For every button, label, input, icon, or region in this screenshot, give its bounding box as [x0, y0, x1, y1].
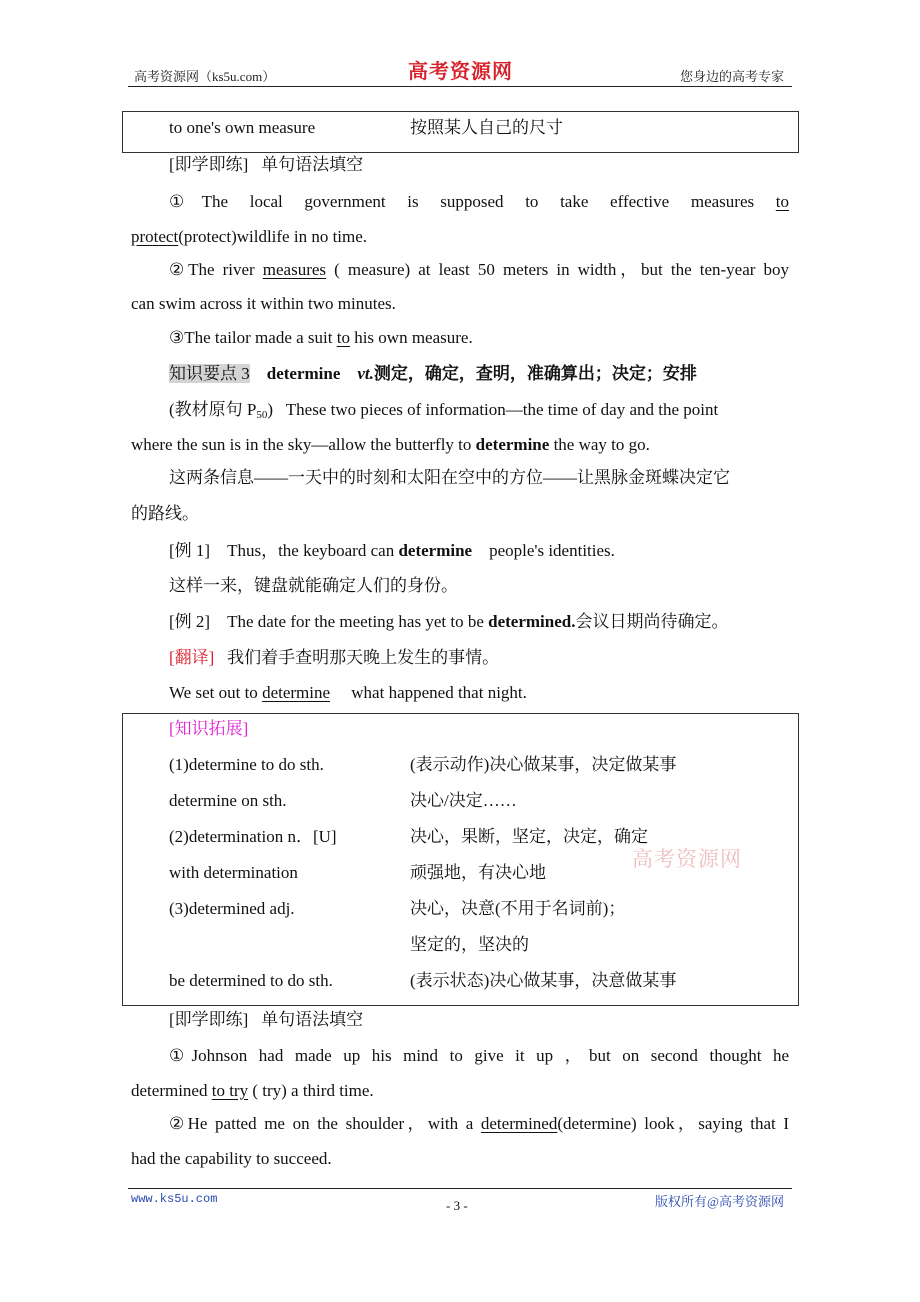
practice2-q1-text: determined — [131, 1081, 212, 1100]
practice1-q1-answer-part1: to — [775, 192, 789, 211]
translate-text: We set out to — [169, 683, 263, 702]
example1-tag: [例 1] — [169, 541, 211, 560]
point3-word: determine — [266, 364, 341, 383]
practice1-q1-tail: (protect)wildlife in no time. — [178, 227, 368, 246]
practice1-q3-tail: his own measure. — [349, 328, 473, 347]
source-text-1: These two pieces of information—the time of day and the point — [285, 400, 719, 419]
expansion-row-2-cn: 决心/决定…… — [410, 791, 517, 810]
practice2-heading — [169, 1009, 363, 1031]
practice1-q2-text: ②The river — [169, 260, 263, 279]
practice1-q3-text: ③The tailor made a suit — [169, 328, 337, 347]
translate-prompt — [169, 647, 499, 669]
practice1-q2-line1 — [169, 259, 789, 281]
top-box-meaning: 按照某人自己的尺寸 — [410, 118, 563, 137]
top-box-phrase: to one's own measure — [169, 118, 316, 137]
source-tag: (教材原句 $P_{50}$) — [169, 400, 274, 421]
example2-keyword: determined. — [488, 612, 576, 631]
point3-label: 知识要点 3 — [169, 364, 250, 383]
expansion-row-1-cn: (表示动作)决心做某事，决定做某事 — [410, 755, 677, 774]
practice2-q1-line2 — [131, 1080, 374, 1102]
footer-copyright: 版权所有@高考资源网 — [655, 1194, 784, 1209]
practice1-q1-text: ①The local government is supposed to take effective measures — [169, 192, 776, 211]
point3-pos: vt. — [357, 364, 374, 383]
expansion-row-3-cn: 决心，果断，坚定，决定，确定 — [410, 827, 648, 846]
practice2-q2-text: ②He patted me on the shoulder，with a — [169, 1114, 481, 1133]
practice1-q3 — [169, 327, 473, 349]
expansion-row-5-en: (3)determined adj. — [169, 899, 295, 918]
example1-cn: 这样一来，键盘就能确定人们的身份。 — [169, 576, 458, 595]
expansion-row-4-en: with determination — [169, 863, 298, 882]
practice2-q2-line1 — [169, 1113, 789, 1135]
practice1-q1-answer-part2: protect — [131, 227, 179, 246]
point3-meaning: 测定，确定，查明，准确算出；决定；安排 — [373, 364, 697, 383]
source-line1 — [169, 399, 718, 426]
practice1-title: 单句语法填空 — [261, 155, 364, 174]
practice2-q2-text-b: (determine) look，saying that I — [557, 1114, 789, 1133]
example2-cn: 会议日期尚待确定。 — [575, 612, 729, 631]
header-logo: 高考资源网 — [408, 59, 513, 83]
practice1-q1-line1 — [169, 191, 789, 213]
practice2-q1-answer: to try — [211, 1081, 249, 1100]
translate-tag: [翻译] — [169, 648, 215, 667]
practice1-heading — [169, 154, 363, 176]
source-keyword: determine — [475, 435, 550, 454]
translate-cn: 我们着手查明那天晚上发生的事情。 — [227, 648, 500, 667]
point3-heading — [169, 363, 697, 385]
expansion-row-2-en: determine on sth. — [169, 791, 287, 810]
practice1-q3-answer: to — [336, 328, 350, 347]
page-number: - 3 - — [446, 1198, 468, 1213]
expansion-row-4-cn: 顽强地，有决心地 — [410, 863, 546, 882]
translate-answer: determine — [262, 683, 331, 702]
practice2-q2-line2: had the capability to succeed. — [131, 1149, 332, 1168]
expansion-row-5-cn: 决心，决意(不用于名词前)； — [410, 899, 626, 918]
practice2-q1-tail: ( try) a third time. — [248, 1081, 374, 1100]
practice1-q2-line2: can swim across it within two minutes. — [131, 294, 396, 313]
practice1-q2-answer: measures — [262, 260, 327, 279]
practice2-q1-line1: ①Johnson had made up his mind to give it up ，but on second thought he — [169, 1046, 789, 1065]
source-line2 — [131, 434, 650, 456]
example1-tail: people's identities. — [484, 541, 615, 560]
watermark: 高考资源网 — [632, 847, 742, 871]
practice2-tag: [即学即练] — [169, 1010, 249, 1029]
source-cn-line1: 这两条信息——一天中的时刻和太阳在空中的方位——让黑脉金斑蝶决定它 — [169, 468, 730, 487]
footer-divider — [128, 1188, 792, 1189]
example2-text: The date for the meeting has yet to be — [227, 612, 489, 631]
header-slogan: 您身边的高考专家 — [679, 69, 784, 84]
source-text-2c: the way to go. — [549, 435, 650, 454]
header-divider — [128, 86, 792, 87]
practice1-q1-line2 — [131, 226, 367, 248]
footer-website-link[interactable]: www.ks5u.com — [131, 1192, 218, 1206]
expansion-row-7-cn: (表示状态)决心做某事，决意做某事 — [410, 971, 677, 990]
translate-tail: what happened that night. — [347, 683, 527, 702]
example2 — [169, 611, 728, 633]
expansion-row-7-en: be determined to do sth. — [169, 971, 333, 990]
expansion-title: [知识拓展] — [169, 719, 249, 738]
source-text-2a: where the sun is in the sky—allow the butterfly to — [131, 435, 476, 454]
example1-text: Thus，the keyboard can — [227, 541, 399, 560]
translate-answer-line — [169, 682, 527, 704]
example1 — [169, 540, 615, 562]
source-cn-line2: 的路线。 — [131, 504, 199, 523]
practice1-q2-text-b: ( measure) at least 50 meters in width，but the ten-year boy — [326, 260, 789, 279]
practice2-q2-answer: determined — [480, 1114, 558, 1133]
example1-keyword: determine — [398, 541, 473, 560]
practice2-title: 单句语法填空 — [261, 1010, 364, 1029]
expansion-row-6-cn: 坚定的，坚决的 — [410, 935, 529, 954]
header-site-name: 高考资源网（ks5u.com） — [134, 69, 276, 84]
practice1-tag: [即学即练] — [169, 155, 249, 174]
expansion-row-3-en: (2)determination n．[U] — [169, 827, 337, 846]
example2-tag: [例 2] — [169, 612, 211, 631]
expansion-row-1-en: (1)determine to do sth. — [169, 755, 324, 774]
